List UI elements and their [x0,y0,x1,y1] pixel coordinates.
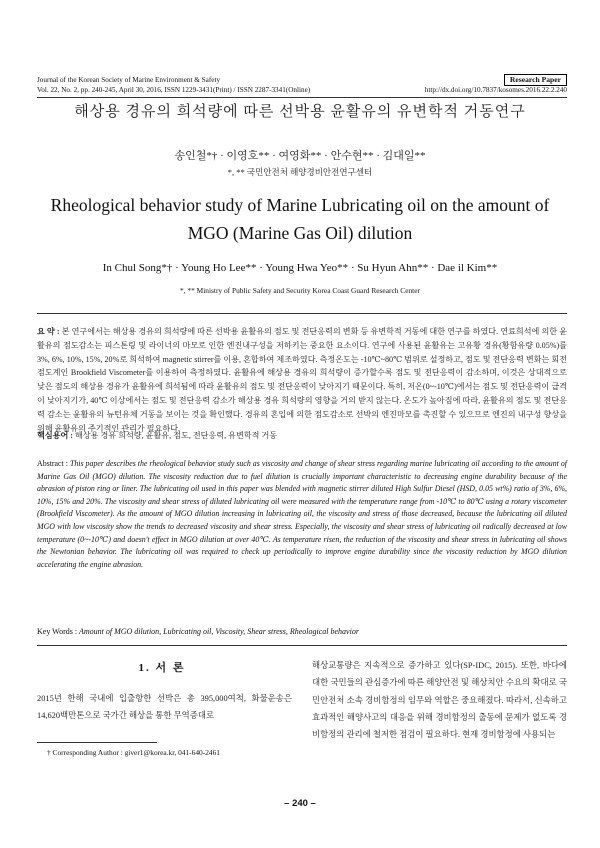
keywords-english-label: Key Words : [37,627,78,636]
research-paper-badge: Research Paper [504,74,567,86]
abstract-korean [37,325,567,435]
keywords-korean-text: 해상용 경유 희석량, 윤활유, 점도, 전단응력, 유변학적 거동 [75,431,278,440]
body-left-column: 2015년 한해 국내에 입출항한 선박은 총 395,000여척, 화물운송은 14,620백만톤으로 국가간 해상을 통한 무역증대로 [37,694,292,720]
volume-info: Vol. 22, No. 2, pp. 240-245, April 30, 2016, ISSN 1229-3431(Print) / ISSN 2287-3341(Online) [37,86,311,94]
keywords-korean [37,430,567,441]
affiliation-korean: *, ** 국민안전처 해양경비안전연구센터 [227,167,373,177]
journal-volume-line [37,86,567,94]
corresponding-author-footnote: † Corresponding Author : giver1@korea.kr, 041-640-2461 [47,748,220,757]
keywords-english-text: Amount of MGO dilution, Lubricating oil, Viscosity, Shear stress, Rheological behavior [78,627,359,636]
journal-name: Journal of the Korean Society of Marine Environment & Safety [37,76,221,84]
abstract-english-text: This paper describes the rheological behavior study such as viscosity and change of shear stress regarding marine lubricating oil according to the amount of Marine Gas Oil (MGO) dilution. The viscosity reduction due to fuel dilution is crucially important characteristic to decreasing engine durability because of the abrasion of piston ring or liner. The lubricating oil used in this paper was blended with magnetic stirrer diluted High Sulfur Diesel (HSD, 0.05 wt%) ratio of 3%, 6%, 10%, 15% and 20%. The viscosity and shear stress of diluted lubricating oil were measured with the temperature range from -10℃ to 80℃ using a rotary viscometer (Brookfield Viscometer). As the amount of MGO dilution increasing in lubricating oil, the viscosity and stress of those decreased, because the lubricating oil diluted MGO with low viscosity show the trends to decreased viscosity and shear stress. Especially, the viscosity and shear stress of lubricating oil radically decreased at low temperature (0~-10℃) and doesn't effect in MGO dilution at over 40℃. As temperature risen, the reduction of the viscosity and shear stress in lubricating oil shows the Newtonian behavior. The lubricating oil was required to check up periodically to improve engine durability since the viscosity reduction by MGO dilution accelerating the engine abrasion. [37,459,568,569]
footnote-rule [37,742,157,743]
keywords-korean-label: 핵심용어 : [37,431,73,440]
abstract-korean-label: 요 약 : [37,327,60,336]
doi-link[interactable]: http://dx.doi.org/10.7837/kosomes.2016.22.2.240 [424,86,567,94]
abstract-english-label: Abstract : [37,459,68,468]
body-right-column: 해상교통량은 지속적으로 증가하고 있다(SP-IDC, 2015). 또한, 바다에 대한 국민들의 관심증가에 따른 해양안전 및 해상치안 수요의 확대로 국민안전처 소속 경비함정의 임무와 역할은 중요해졌다. 따라서, 신속하고 효과적인 해양사고의 대응을 위해 경비함정의 출동에 문제가 없도록 경비함정의 관리에 철저한 점검이 필요하다. 현재 경비함정에 사용되는 [312,661,567,740]
authors-english: In Chul Song*† · Young Ho Lee** · Young Hwa Yeo** · Su Hyun Ahn** · Dae il Kim** [102,262,498,274]
affiliation-english: *, ** Ministry of Public Safety and Security Korea Coast Guard Research Center [180,286,420,295]
section-title-introduction: 1. 서 론 [138,662,186,674]
title-korean: 해상용 경유의 희석량에 따른 선박용 윤활유의 유변학적 거동연구 [74,104,526,120]
title-english: Rheological behavior study of Marine Lubricating oil on the amount of MGO (Marine Gas Oil) dilution [50,195,550,243]
abstract-korean-text: 본 연구에서는 해상용 경유의 희석량에 따른 선박용 윤활유의 점도 및 전단응력의 변화 등 유변학적 거동에 대한 연구를 하였다. 연료희석에 의한 윤활유의 점도감소는 피스톤링 및 라이너의 마모로 인한 엔진내구성을 저하키는 중요한 요소이다. 연구에 사용된 윤활유는 고유황 경유(황함유량 0.05%)를 3%, 6%, 10%, 15%, 20%로 희석하여 magnetic stirrer를 이용, 혼합하여 제조하였다. 측정온도는 -10℃~80℃ 범위로 설정하고, 점도 및 전단응력 변화는 회전점도계인 Brookfield Viscometer를 이용하여 측정하였다. 윤활유에 해상용 경유의 희석량이 증가할수록 점도 및 전단응력이 감소하며, 이것은 상대적으로 낮은 점도의 해상용 경유가 윤활유에 희석됨에 따라 윤활유의 점도 및 전단응력이 낮아지기 때문이다. 특히, 저온(0~-10℃)에서는 점도 및 전단응력이 급격이 낮아지기가, 40℃ 이상에서는 점도 및 전단응력 감소가 해상용 경유 희석량의 영향을 거의 받지 않는다. 온도가 높아짐에 따라, 윤활유의 점도 및 전단응력 감소는 윤활유의 뉴턴유체 거동을 보이는 것을 확인했다. 경유의 혼입에 의한 점도감소로 선박의 엔진마모를 촉진할 수 있으므로 엔진의 내구성 향상을 위해 윤활유의 주기적인 관리가 필요하다. [37,327,567,433]
abstract-top-rule [37,313,567,314]
abstract-english [37,458,567,571]
keywords-english [37,627,567,636]
page-number: – 240 – [284,798,316,809]
abstract-bottom-rule [37,645,567,646]
authors-korean: 송인철*† · 이영호** · 여영화** · 안수현** · 김대일** [174,150,426,162]
header-rule [37,97,567,98]
